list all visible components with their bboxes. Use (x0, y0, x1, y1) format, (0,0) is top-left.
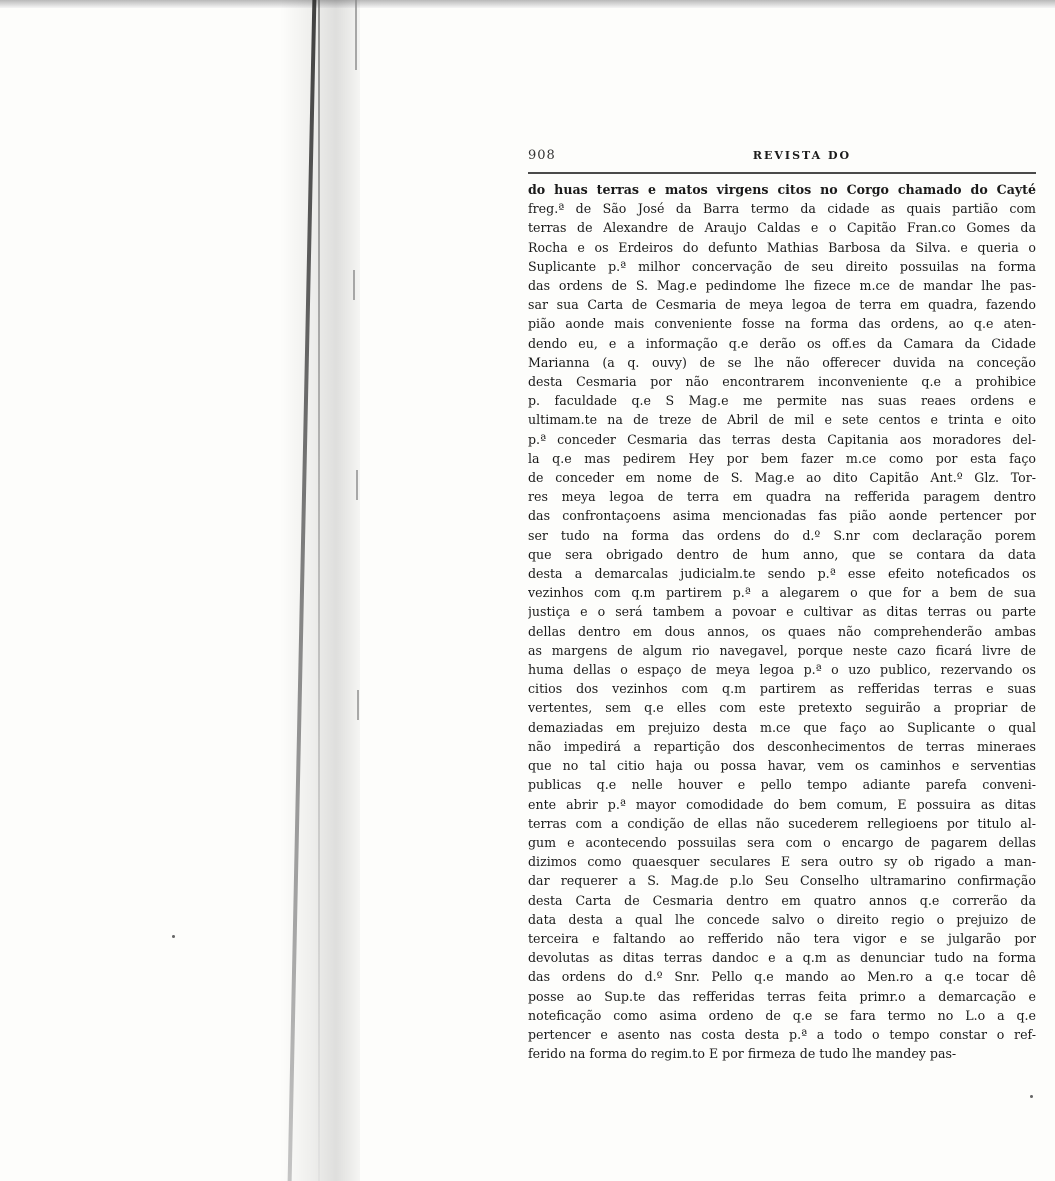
text-line: não impedirá a repartição dos desconhecimentos de terras mineraes (528, 738, 1036, 754)
text-line: Rocha e os Erdeiros do defunto Mathias Barbosa da Silva. e queria o (528, 239, 1036, 255)
text-line: desta Carta de Cesmaria dentro em quatro annos q.e correrão da (528, 892, 1036, 908)
header-rule (528, 172, 1036, 174)
text-line: terras com a condição de ellas não sucederem rellegioens por titulo al- (528, 815, 1036, 831)
page-header (528, 148, 1036, 170)
text-line: dellas dentro em dous annos, os quaes não comprehenderão ambas (528, 623, 1036, 639)
text-line: de conceder em nome de S. Mag.e ao dito Capitão Ant.º Glz. Tor- (528, 470, 1036, 486)
text-line: que no tal citio haja ou possa havar, vem os caminhos e serventias (528, 758, 1036, 774)
body-text (528, 180, 1036, 1063)
text-line: dar requerer a S. Mag.de p.lo Seu Conselho ultramarino confirmação (528, 873, 1036, 889)
text-line: gum e acontecendo possuilas sera com o encargo de pagarem dellas (528, 834, 1036, 850)
text-line: publicas q.e nelle houver e pello tempo adiante parefa conveni- (528, 777, 1036, 793)
text-line: do huas terras e matos virgens citos no Corgo chamado do Cayté (528, 182, 1036, 197)
text-line: ser tudo na forma das ordens do d.º S.nr com declaração porem (528, 527, 1036, 543)
speck (1030, 1095, 1033, 1098)
text-line: ente abrir p.ª mayor comodidade do bem comum, E possuira as ditas (528, 796, 1036, 812)
text-line: posse ao Sup.te das refferidas terras feita primr.o a demarcação e (528, 988, 1036, 1004)
text-line: dizimos como quaesquer seculares E sera outro sy ob rigado a man- (528, 854, 1036, 870)
text-line: ferido na forma do regim.to E por firmeza de tudo lhe mandey pas- (528, 1046, 957, 1062)
text-line: Marianna (a q. ouvy) de se lhe não offerecer duvida na conceção (528, 354, 1036, 370)
text-line: ultimam.te na de treze de Abril de mil e sete centos e trinta e oito (528, 412, 1036, 428)
book-spine-secondary-line (318, 0, 320, 1181)
text-line: das ordens do d.º Snr. Pello q.e mando ao Men.ro a q.e tocar dê (528, 969, 1036, 985)
page-number: 908 (528, 148, 556, 163)
text-line: demaziadas em prejuizo desta m.ce que faço ao Suplicante o qual (528, 719, 1036, 735)
text-line: das confrontaçoens asima mencionadas fas pião aonde pertencer por (528, 508, 1036, 524)
text-line: desta Cesmaria por não encontrarem inconveniente q.e a prohibice (528, 374, 1036, 390)
margin-mark (355, 0, 357, 70)
text-line: desta a demarcalas judicialm.te sendo p.ª esse efeito noteficados os (528, 566, 1036, 582)
running-head: REVISTA DO (752, 149, 852, 162)
margin-mark (356, 470, 358, 500)
text-line: que sera obrigado dentro de hum anno, que se contara da data (528, 546, 1036, 562)
text-line: Suplicante p.ª milhor concervação de seu direito possuilas na forma (528, 258, 1036, 274)
speck (172, 935, 175, 938)
text-line: sar sua Carta de Cesmaria de meya legoa de terra em quadra, fazendo (528, 297, 1036, 313)
text-line: das ordens de S. Mag.e pedindome lhe fizece m.ce de mandar lhe pas- (528, 278, 1036, 294)
document-page (528, 148, 1036, 1063)
margin-mark (353, 270, 355, 300)
text-line: vertentes, sem q.e elles com este pretexto seguirão a propriar de (528, 700, 1036, 716)
text-line: terceira e faltando ao refferido não tera vigor e se julgarão por (528, 930, 1036, 946)
text-line: pertencer e asento nas costa desta p.ª a todo o tempo constar o ref- (528, 1026, 1036, 1042)
text-line: terras de Alexandre de Araujo Caldas e o Capitão Fran.co Gomes da (528, 220, 1036, 236)
text-line: data desta a qual lhe concede salvo o direito regio o prejuizo de (528, 911, 1036, 927)
text-line: citios dos vezinhos com q.m partirem as refferidas terras e suas (528, 681, 1036, 697)
text-line: vezinhos com q.m partirem p.ª a alegarem o que for a bem de sua (528, 585, 1036, 601)
text-line: noteficação como asima ordeno de q.e se fara termo no L.o a q.e (528, 1007, 1036, 1023)
text-line: p.ª conceder Cesmaria das terras desta Capitania aos moradores del- (528, 431, 1036, 447)
text-line: pião aonde mais conveniente fosse na forma das ordens, ao q.e aten- (528, 316, 1036, 332)
text-line: huma dellas o espaço de meya legoa p.ª o uzo publico, rezervando os (528, 662, 1036, 678)
top-edge-shadow (0, 0, 1055, 8)
margin-mark (357, 690, 359, 720)
text-line: justiça e o será tambem a povoar e cultivar as ditas terras ou parte (528, 604, 1036, 620)
text-line: devolutas as ditas terras dandoc e a q.m as denunciar tudo na forma (528, 950, 1036, 966)
text-line: p. faculdade q.e S Mag.e me permite nas suas reaes ordens e (528, 393, 1036, 409)
text-line: la q.e mas pedirem Hey por bem fazer m.ce como por esta faço (528, 450, 1036, 466)
text-line: as margens de algum rio navegavel, porque neste cazo ficará livre de (528, 642, 1036, 658)
text-line: res meya legoa de terra em quadra na refferida paragem dentro (528, 489, 1036, 505)
text-line: freg.ª de São José da Barra termo da cidade as quais partião com (528, 201, 1036, 217)
text-line: dendo eu, e a informação q.e derão os off.es da Camara da Cidade (528, 335, 1036, 351)
